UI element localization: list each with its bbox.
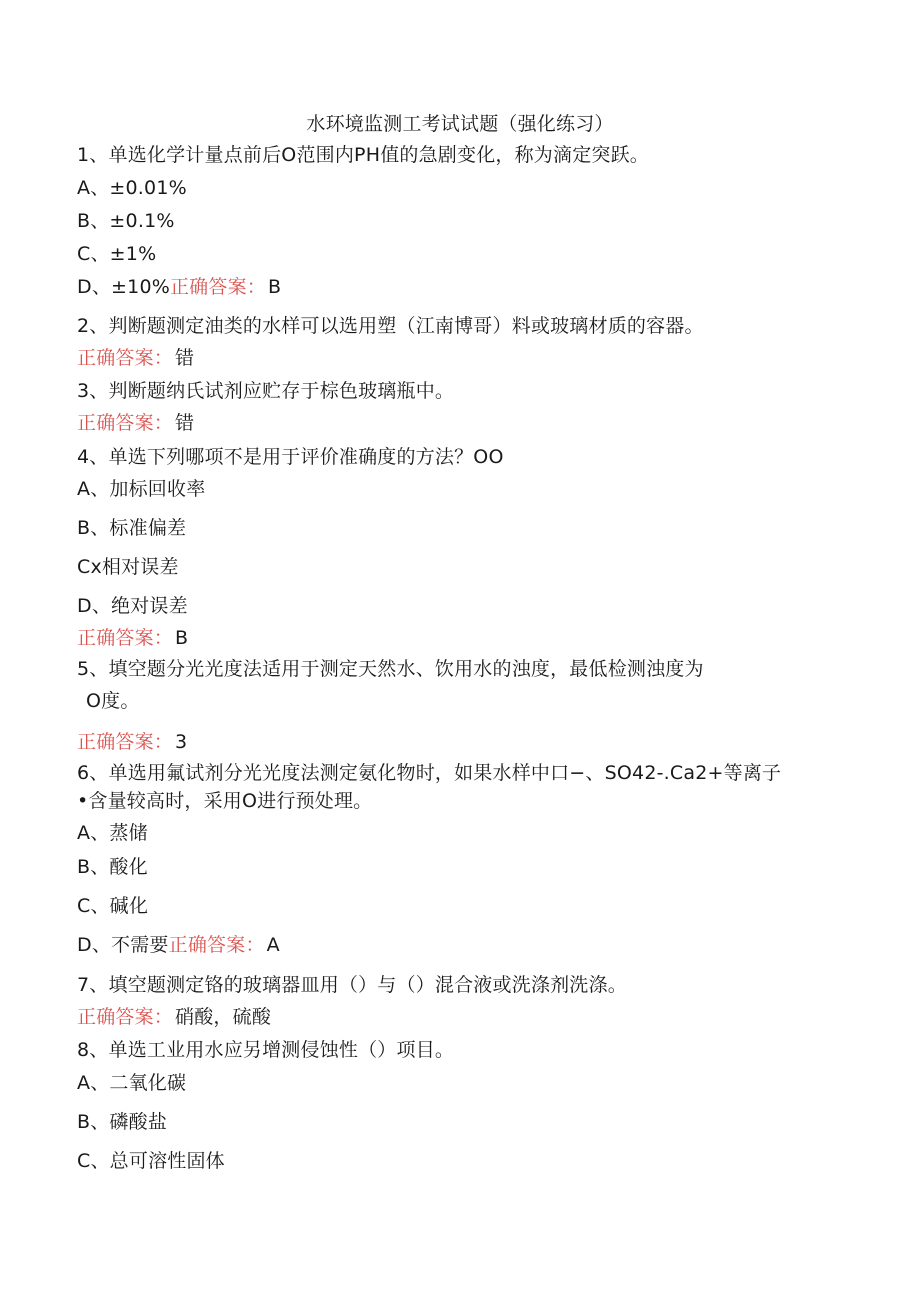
question-1-option-d: D、±10% (77, 276, 170, 298)
answer-label: 正确答案： (77, 412, 174, 434)
answer-label: 正确答案： (77, 731, 174, 753)
question-4-answer: B (175, 627, 189, 649)
question-3-stem: 3、判断题纳氏试剂应贮存于棕色玻璃瓶中。 (77, 380, 455, 402)
question-2-stem: 2、判断题测定油类的水样可以选用塑（江南博哥）料或玻璃材质的容器。 (77, 315, 704, 337)
question-4-answer-row (77, 626, 188, 650)
question-6-option-a: A、蒸储 (77, 822, 148, 844)
question-6-option-b: B、酸化 (77, 856, 148, 878)
question-5-answer-row (77, 730, 187, 754)
question-1-option-a: A、±0.01% (77, 177, 187, 199)
question-3-answer: 错 (175, 412, 195, 434)
question-4-option-d: D、绝对误差 (77, 595, 188, 617)
question-4-option-c: Cx相对误差 (77, 556, 179, 578)
question-6-option-d: D、不需要 (77, 934, 169, 956)
question-6-answer: A (266, 934, 280, 956)
question-4-stem: 4、单选下列哪项不是用于评价准确度的方法？OO (77, 446, 504, 468)
question-8-option-a: A、二氧化碳 (77, 1072, 187, 1094)
document-title: 水环境监测工考试试题（强化练习） (306, 113, 614, 135)
question-7-answer: 硝酸，硫酸 (175, 1006, 272, 1028)
question-2-answer-row (77, 346, 194, 370)
question-2-answer: 错 (175, 347, 195, 369)
question-7-answer-row (77, 1005, 271, 1029)
question-6-stem-line-1: 6、单选用氟试剂分光光度法测定氨化物时，如果水样中口−、SO42-.Ca2+等离子 (77, 762, 782, 784)
question-7-stem: 7、填空题测定铬的玻璃器皿用（）与（）混合液或洗涤剂洗涤。 (77, 974, 627, 996)
answer-label: 正确答案： (169, 276, 266, 298)
answer-label: 正确答案： (77, 347, 174, 369)
question-5-stem-line-1: 5、填空题分光光度法适用于测定天然水、饮用水的浊度，最低检测浊度为 (77, 658, 704, 680)
question-6-stem-line-2: •含量较高时，采用O进行预处理。 (77, 790, 373, 812)
question-1-option-c: C、±1% (77, 243, 157, 265)
question-1-stem: 1、单选化学计量点前后O范围内PH值的急剧变化，称为滴定突跃。 (77, 144, 649, 166)
answer-label: 正确答案： (168, 934, 265, 956)
question-1-option-d-row (77, 275, 281, 299)
question-8-option-c: C、总可溶性固体 (77, 1150, 225, 1172)
question-1-answer: B (268, 276, 282, 298)
question-5-stem-line-2: O度。 (86, 690, 140, 712)
question-6-option-c: C、碱化 (77, 895, 149, 917)
question-8-option-b: B、磷酸盐 (77, 1111, 168, 1133)
question-3-answer-row (77, 411, 194, 435)
answer-label: 正确答案： (77, 627, 174, 649)
question-4-option-a: A、加标回收率 (77, 478, 206, 500)
question-1-option-b: B、±0.1% (77, 210, 175, 232)
question-8-stem: 8、单选工业用水应另增测侵蚀性（）项目。 (77, 1039, 455, 1061)
question-4-option-b: B、标准偏差 (77, 517, 187, 539)
question-6-option-d-row (77, 933, 280, 957)
question-5-answer: 3 (175, 731, 188, 753)
answer-label: 正确答案： (77, 1006, 174, 1028)
